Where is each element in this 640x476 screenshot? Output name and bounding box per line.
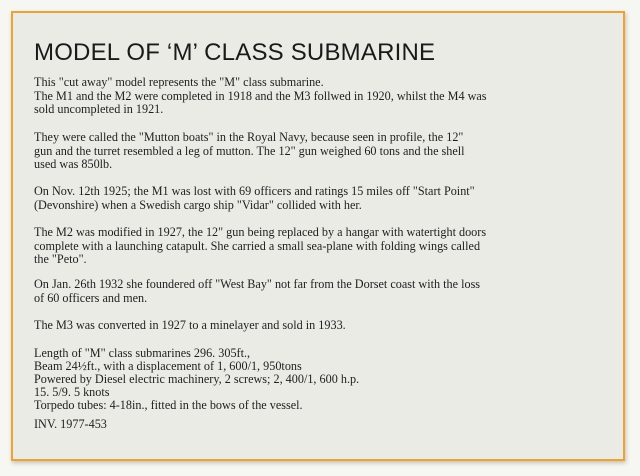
paragraph-mutton-boats bbox=[34, 131, 465, 172]
paragraph-line: The M3 was converted in 1927 to a minelayer and sold in 1933. bbox=[34, 318, 346, 332]
paragraph-m2-modification bbox=[34, 226, 486, 267]
paragraph-line: They were called the "Mutton boats" in the Royal Navy, because seen in profile, the 12" bbox=[34, 130, 464, 144]
paragraph-line: The M2 was modified in 1927, the 12" gun being replaced by a hangar with watertight doors bbox=[34, 225, 487, 239]
paragraph-line: sold uncompleted in 1921. bbox=[34, 102, 164, 116]
paragraph-line: complete with a launching catapult. She carried a small sea-plane with folding wings called bbox=[34, 238, 481, 253]
paragraph-line: the "Peto". bbox=[34, 252, 87, 266]
spec-speed: 15. 5/9. 5 knots bbox=[34, 385, 110, 399]
paragraph-m3-minelayer bbox=[34, 319, 346, 333]
spec-machinery: Powered by Diesel electric machinery, 2 screws; 2, 400/1, 600 h.p. bbox=[34, 372, 360, 386]
paragraph-line: The M1 and the M2 were completed in 1918 and the M3 follwed in 1920, whilst the M4 was bbox=[34, 88, 487, 103]
paragraph-line: gun and the turret resembled a leg of mutton. The 12" gun weighed 60 tons and the shell bbox=[34, 143, 465, 158]
paragraph-line: of 60 officers and men. bbox=[34, 290, 148, 305]
paragraph-intro bbox=[34, 76, 487, 117]
museum-placard bbox=[11, 11, 625, 461]
paragraph-line: (Devonshire) when a Swedish cargo ship "Vidar" collided with her. bbox=[34, 197, 362, 212]
paragraph-line: used was 850lb. bbox=[34, 157, 113, 171]
specifications-block bbox=[34, 347, 359, 412]
inventory-number: INV. 1977-453 bbox=[34, 417, 107, 431]
paragraph-line: On Nov. 12th 1925; the M1 was lost with 69 officers and ratings 15 miles off "Start Point" bbox=[34, 184, 475, 198]
placard-title: MODEL OF ‘M’ CLASS SUBMARINE bbox=[34, 39, 436, 66]
spec-beam: Beam 24½ft., with a displacement of 1, 600/1, 950tons bbox=[34, 359, 302, 373]
spec-torpedo-tubes: Torpedo tubes: 4-18in., fitted in the bows of the vessel. bbox=[34, 398, 303, 412]
paragraph-line: On Jan. 26th 1932 she foundered off "West Bay" not far from the Dorset coast with the loss bbox=[34, 277, 481, 291]
spec-length: Length of "M" class submarines 296. 305ft., bbox=[34, 346, 251, 360]
paragraph-m1-loss bbox=[34, 185, 475, 212]
paragraph-m2-foundered bbox=[34, 278, 480, 305]
paragraph-line: This "cut away" model represents the "M" class submarine. bbox=[34, 75, 324, 89]
